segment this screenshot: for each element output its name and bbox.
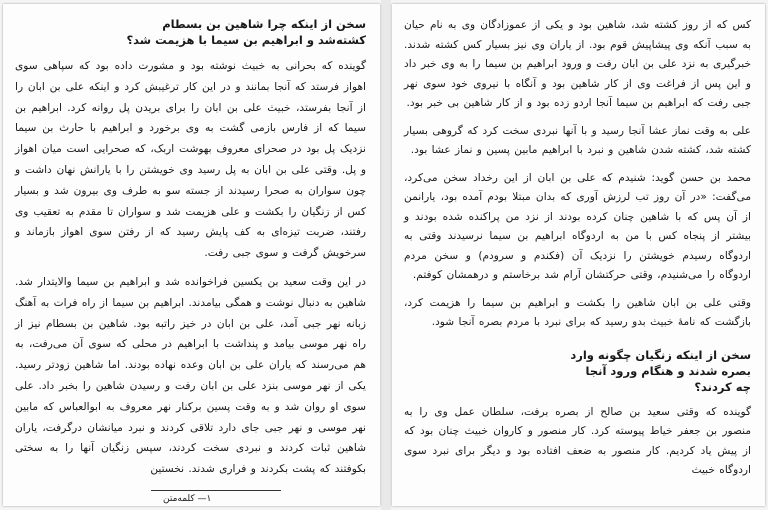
right-paragraph-2: علی به وقت نماز عشا آنجا رسید و با آنها نبردی سخت کرد که گروهی بسیار کشته شد، کشته شدن شاهین و نبرد با ابراهیم مابین پسین و نماز عشا بود. — [404, 124, 751, 156]
book-gutter — [381, 0, 391, 510]
left-page — [3, 4, 380, 506]
left-paragraph-2: در این وقت سعید بن یکسین فراخوانده شد و ابراهیم بن سیما والایتدار شد. شاهین به دنبال نوشت و همگی بیامدند. ابراهیم بن سیما از راه فرات به آهنگ زبانه نهر جبی آمد، علی بن ابان در خیز راتبه بود. شاهین بن بسطام نیز از راه نهر موسی بیامد و پنداشت با ابراهیم در محلی که سوی آن می‌رفت، به هم می‌رسند که یاران علی بن ابان وعده نهاده بودند. اما شاهین زودتر رسید. یکی از نهر موسی بنزد علی بن ابان رفت و رسیدن شاهین را بخبر داد. علی سوی او روان شد و به وقت پسین برکنار نهر معروف به ابوالعباس که مابین نهر موسی و نهر جبی جای دارد تلاقی کردند و نبرد میانشان درگرفت، یاران شاهین ثبات کردند و نبردی سخت کردند، سپس زنگیان آنها را به سختی بکوفتند که پشت بکردند و فراری شدند. نخستین — [15, 275, 366, 476]
left-heading-line-1: سخن از اینکه چرا شاهین بن بسطام — [162, 17, 366, 31]
left-paragraph-1: گوینده که بحرانی به خبیث نوشته بود و مشورت داده بود که سپاهی سوی اهواز فرستد که آنجا بمانند و در این کار ترغیبش کرد و اینکه علی بن ابان را از آنجا بفرستد، خبیث علی بن ابان را برای بریدن پل روانه کرد. ابراهیم بن سیما که از فارس بازمی گشت به وی برخورد و ابراهیم با حارث بن سیما نزدیک پل بود در صحرای معروف بهوشت اربک، که صحرایی است میان اهواز و پل. وقتی علی بن ابان به پل رسید وی خویشتن را با یارانش نهان داشت و چون سواران به صحرا رسیدند از جسته سو به طرف وی بیرون شد و بسیار کس از زنگیان را بکشت و علی هزیمت شد و سواران تا مقدم به تعقیب وی رفتند، ضربت تیزه‌ای به کف پایش رسید که از رفتن سوی اهواز بازماند و سرخویش گرفت و سوی جبی رفت. — [15, 60, 366, 260]
left-section-heading — [15, 16, 366, 48]
right-section-heading — [404, 347, 751, 395]
right-heading-line-1: سخن از اینکه زنگیان چگونه وارد — [570, 347, 751, 362]
right-paragraph-3: محمد بن حسن گوید: شنیدم که علی بن ابان از این رخداد سخن می‌کرد، می‌گفت: «در آن روز تب لرزش آوری که بدان مبتلا بودم آمده بود، یارانمن از آن پس که با شاهین چنان کرده بودند از نزد من پراکنده شده بودند و بیشتر از پنجاه کس با من به اردوگاه ابراهیم بن سیما نرسیدند وقتی به اردوگاه رسیدم خویشتن را نزدیک آن (فکندم و سرودم) و سخن مردم اردوگاه را می‌شنیدم، وقتی حرکتشان آرام شد برخاستم و درهمشان کوفتم. — [404, 171, 751, 281]
left-heading-line-2: کشته‌شد و ابراهیم بن سیما با هزیمت شد؟ — [126, 33, 366, 47]
left-page-footnote: ۱— کلمه‌متن — [163, 494, 212, 504]
right-page-content — [404, 16, 751, 500]
right-paragraph-4: وقتی علی بن ابان شاهین را بکشت و ابراهیم بن سیما را هزیمت کرد، بازگشت که نامهٔ خبیث بدو رسید که برای نبرد با مردم بصره آنجا شود. — [404, 296, 751, 328]
right-heading-line-2: بصره شدند و هنگام ورود آنجا — [585, 363, 751, 378]
right-paragraph-1: کس که از روز کشته شد، شاهین بود و یکی از عموزادگان وی به نام حیان به سبب آنکه وی پیشاپیش قوم بود. از یاران وی نیز بسیار کس کشته شدند. خبرگیری به نزد علی بن ابان رفت و ورود ابراهیم بن سیما را به وی خبر داد و این پس از فراغت وی از کار شاهین بود و آنگاه با نیروی خود سوی نهر جبی رفت که ابراهیم بن سیما آنجا اردو زده بود و از کار شاهین بی خبر بود. — [404, 19, 751, 109]
left-page-content — [15, 16, 366, 500]
right-paragraph-5: گوینده که وقتی سعید بن صالح از بصره برفت، سلطان عمل وی را به منصور بن جعفر خیاط پیوسته کرد. کار منصور و کاروان خبیث چنان بود که از پیش یاد کردیم. کار منصور به ضعف افتاده بود و دیگر برای نبرد سوی اردوگاه خبیث — [404, 405, 751, 476]
right-page — [392, 4, 765, 506]
right-heading-line-3: چه کردند؟ — [694, 379, 751, 394]
